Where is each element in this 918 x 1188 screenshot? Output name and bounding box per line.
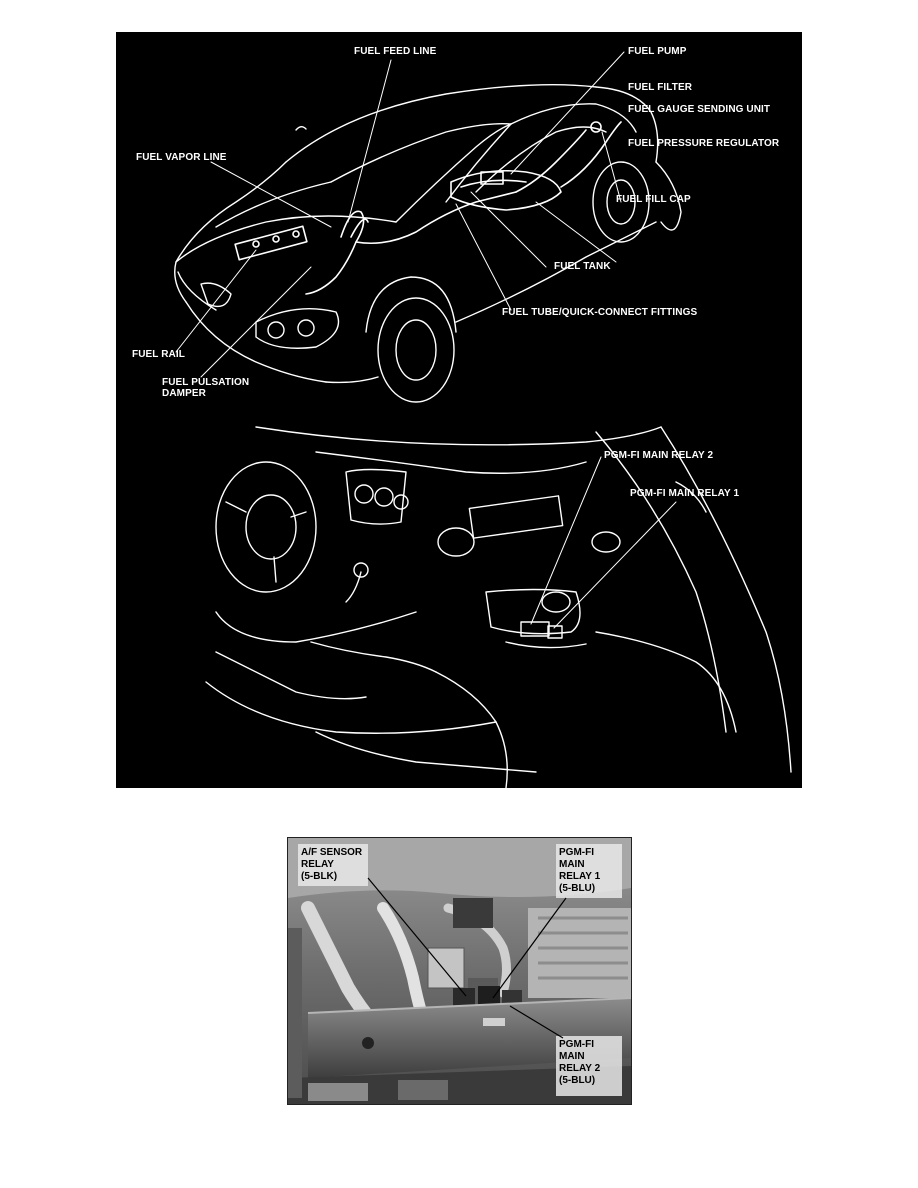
label-fuel-pressure-regulator: FUEL PRESSURE REGULATOR — [628, 138, 780, 149]
label-pgm-fi-main-relay-1: PGM-FI MAIN RELAY 1 — [630, 488, 740, 499]
label-fuel-pulsation-damper-line1: FUEL PULSATION — [162, 377, 250, 388]
photo-label-main-relay-2-line4: (5-BLU) — [559, 1075, 596, 1086]
car-outline — [175, 85, 681, 402]
label-fuel-feed-line: FUEL FEED LINE — [354, 46, 437, 57]
label-fuel-fill-cap: FUEL FILL CAP — [616, 194, 691, 205]
fuel-system-diagram — [116, 32, 802, 788]
relay-location-photo — [287, 837, 632, 1105]
photo-label-af-sensor-relay-line1: A/F SENSOR — [301, 847, 363, 858]
photo-label-main-relay-1-line3: RELAY 1 — [559, 871, 601, 882]
label-fuel-rail: FUEL RAIL — [132, 349, 185, 360]
photo-label-main-relay-2-line1: PGM-FI — [559, 1039, 594, 1050]
label-fuel-vapor-line: FUEL VAPOR LINE — [136, 152, 227, 163]
photo-label-main-relay-2-line2: MAIN — [559, 1051, 585, 1062]
photo-label-main-relay-2-line3: RELAY 2 — [559, 1063, 601, 1074]
photo-label-main-relay-1-line2: MAIN — [559, 859, 585, 870]
label-fuel-filter: FUEL FILTER — [628, 82, 693, 93]
label-fuel-gauge-sending-unit: FUEL GAUGE SENDING UNIT — [628, 104, 771, 115]
leader-lines-bottom — [531, 457, 676, 628]
label-fuel-pulsation-damper-line2: DAMPER — [162, 388, 206, 399]
photo-label-af-sensor-relay-line3: (5-BLK) — [301, 871, 338, 882]
leader-lines-top — [176, 52, 624, 377]
photo-label-main-relay-1-line1: PGM-FI — [559, 847, 594, 858]
label-pgm-fi-main-relay-2: PGM-FI MAIN RELAY 2 — [604, 450, 714, 461]
label-fuel-pump: FUEL PUMP — [628, 46, 687, 57]
label-fuel-tank: FUEL TANK — [554, 261, 611, 272]
photo-label-af-sensor-relay-line2: RELAY — [301, 859, 334, 870]
dashboard-outline — [206, 427, 791, 788]
photo-label-main-relay-1-line4: (5-BLU) — [559, 883, 596, 894]
label-fuel-tube-fittings: FUEL TUBE/QUICK-CONNECT FITTINGS — [502, 307, 698, 318]
